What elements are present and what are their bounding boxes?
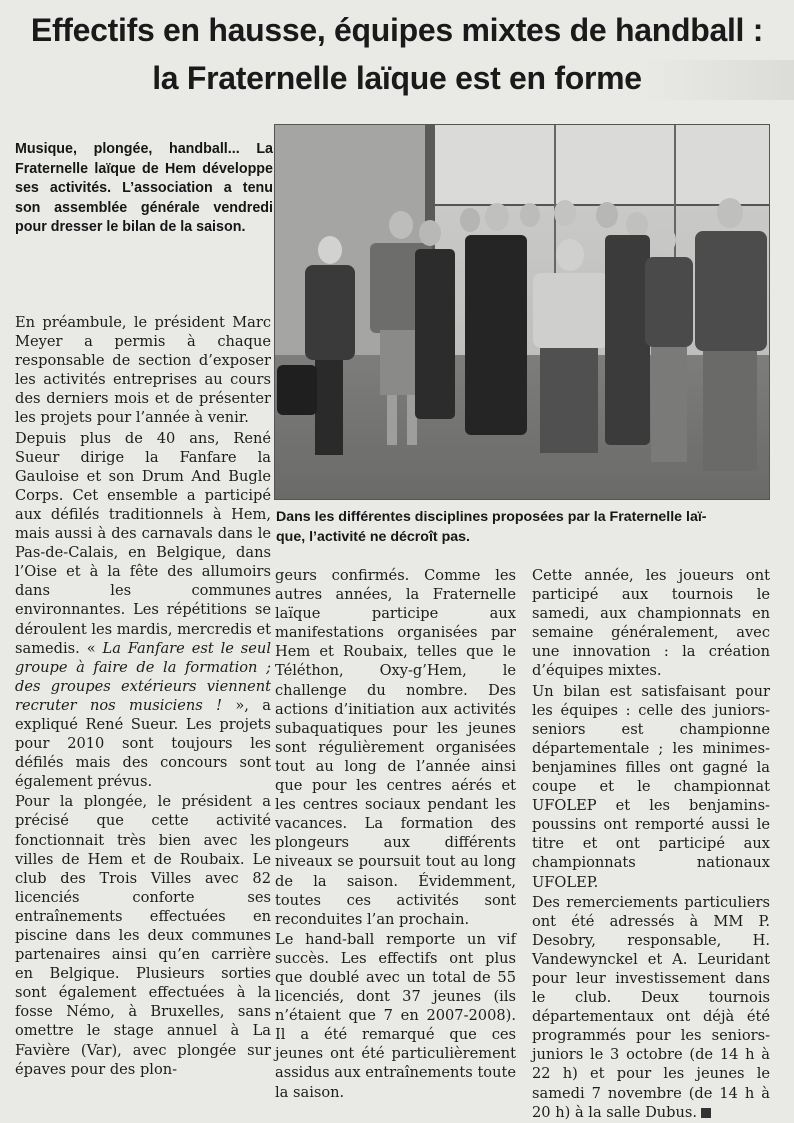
paragraph — [15, 429, 271, 792]
end-of-article-mark — [701, 1108, 711, 1118]
quote-text: La Fanfare est le seul groupe à faire de la formation ; des groupes extérieurs viennent recruter nos musiciens ! — [15, 639, 271, 714]
paragraph: Le hand-ball remporte un vif succès. Les effectifs ont plus que doublé avec un total de 55 licenciés, dont 37 jeunes (ils n’étaient que 7 en 2007-2008). Il a été remarqué que ces jeunes ont été particulièrement assidus aux entraînements toute la saison. — [275, 930, 516, 1101]
headline-line-2: la Fraternelle laïque est en forme — [152, 60, 642, 96]
paragraph: Pour la plongée, le président a précisé que cette activité fonctionnait très bien avec les villes de Hem et de Roubaix. Le club des Trois Villes avec 82 licenciés conforte ses entraînements effectuées en piscine dans les deux communes partenaires ainsi qu’en carrière en Belgique. Plusieurs sorties sont également effectuées à la fosse Némo, à Bruxelles, sans omettre le stage annuel à La Favière (Var), avec plongée sur épaves pour des plon- — [15, 793, 271, 1078]
article-column-3 — [532, 566, 770, 1123]
bleed-through-shadow — [644, 60, 794, 100]
photo-caption — [276, 507, 776, 547]
paragraph: Un bilan est satisfaisant pour les équipes : celle des juniors-seniors est championne départementale ; les minimes-benjamines filles ont gagné la coupe et le championnat UFOLEP et les benjamins-poussins ont remporté aussi le titre et ont participé aux championnats nationaux UFOLEP. — [532, 682, 770, 891]
caption-line-2: que, l’activité ne décroît pas. — [276, 529, 470, 545]
paragraph — [532, 893, 770, 1122]
paragraph: geurs confirmés. Comme les autres années, la Fraternelle laïque participe aux manifestations organisées par Hem et Roubaix, telles que le Téléthon, Oxy-g’Hem, le challenge du nombre. Des actions d’initiation aux activités subaquatiques pour les jeunes sont régulièrement organisées tout au long de l’année ainsi que pour les centres aérés et les centres sociaux pendant les vacances. La formation des plongeurs aux différents niveaux se poursuit tout au long de la saison. Évidemment, toutes ces activités sont reconduites l’an prochain. — [275, 567, 516, 928]
paragraph: En préambule, le président Marc Meyer a permis à chaque responsable de section d’exposer les activités entreprises au cours des derniers mois et de présenter les projets pour l’année à venir. — [15, 314, 271, 427]
paragraph: Cette année, les joueurs ont participé aux tournois le samedi, aux championnats en semaine généralement, avec une innovation : la création d’équipes mixtes. — [532, 567, 770, 680]
article-column-1 — [15, 313, 271, 1080]
headline-line-1: Effectifs en hausse, équipes mixtes de handball : — [30, 12, 764, 48]
caption-line-1: Dans les différentes disciplines proposées par la Fraternelle laï- — [276, 509, 707, 525]
article-column-2 — [275, 566, 516, 1103]
paragraph-text: Depuis plus de 40 ans, René Sueur dirige la Fanfare la Gauloise et son Drum And Bugle Corps. Cet ensemble a participé aux défilés traditionnels à Hem, mais aussi à des carnavals dans le Pas-de-Calais, en Belgique, dans l’Oise et à la fête des allumoirs dans les communes environnantes. Les répétitions se déroulent les mardis, mercredis et samedis. « — [15, 429, 271, 657]
article-intro: Musique, plongée, handball... La Fraternelle laïque de Hem développe ses activités. L’association a tenu son assemblée générale vendredi pour dresser le bilan de la saison. — [15, 141, 273, 235]
group-photo — [274, 124, 770, 500]
paragraph-text: Des remerciements particuliers ont été adressés à MM P. Desobry, responsable, H. Vandewynckel et A. Leuridant pour leur investissement dans le club. Deux tournois départementaux ont déjà été programmés pour les seniors-juniors le 3 octobre (de 14 h à 22 h) et pour les jeunes le samedi 7 novembre (de 14 h à 20 h) à la salle Dubus. — [532, 893, 770, 1121]
paragraph-text: », a expliqué René Sueur. Les projets pour 2010 sont toujours les défilés mais des concours sont également prévus. — [15, 696, 271, 791]
